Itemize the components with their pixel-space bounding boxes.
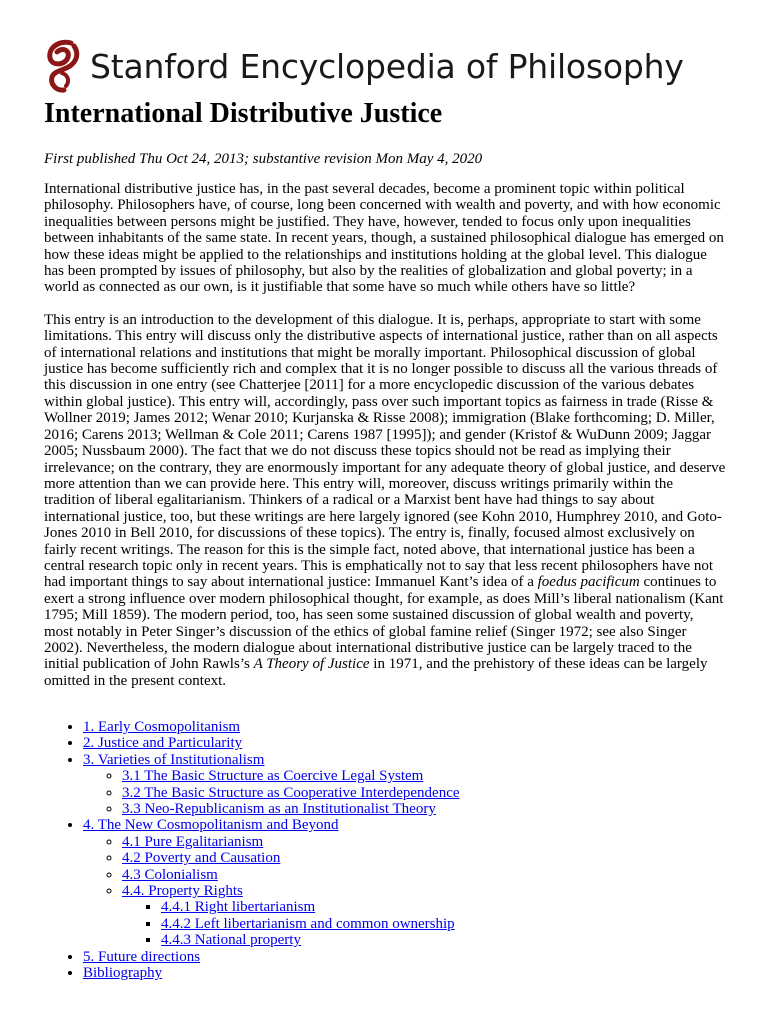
- paragraph-2-text-a: This entry is an introduction to the development of this dialogue. It is, perhaps, appropriate to start with some limitations. This entry will discuss only the distributive aspects of international justice, rather than on all aspects of international relations and institutions that might be morally important. Philosophical discussion of global justice has become sufficiently rich and complex that it is no longer possible to discuss all the various threads of this discussion in one entry (see Chatterjee [2011] for a more encyclopedic discussion of the various debates within global justice). This entry will, accordingly, pass over such important topics as fairness in trade (Risse & Wollner 2019; James 2012; Wenar 2010; Kurjanska & Risse 2008); immigration (Blake forthcoming; D. Miller, 2016; Carens 2013; Wellman & Cole 2011; Carens 1987 [1995]); and gender (Kristof & WuDunn 2009; Jaggar 2005; Nussbaum 2000). The fact that we do not discuss these topics should not be read as implying their irrelevance; on the contrary, they are enormously important for any adequate theory of global justice, and deserve more attention than we can provide here. This entry will, moreover, discuss writings primarily within the tradition of liberal egalitarianism. Thinkers of a radical or a Marxist bent have had things to say about international justice, too, but these writings are here largely ignored (see Kohn 2010, Humphrey 2010, and Goto-Jones 2010 in Bell 2010, for discussions of these topics). The entry is, finally, focused almost exclusively on fairly recent writings. The reason for this is the simple fact, noted above, that international justice has been a central research topic only in recent years. This is emphatically not to say that less recent philosophers have not had important things to say about international justice: Immanuel Kant’s idea of a: [44, 311, 726, 591]
- toc-link-coercive-legal-system[interactable]: 3.1 The Basic Structure as Coercive Legal System: [122, 768, 424, 785]
- toc-item: [122, 768, 726, 784]
- toc-item: [122, 834, 726, 850]
- paragraph-2: [44, 312, 726, 689]
- toc-link-justice-and-particularity[interactable]: 2. Justice and Particularity: [83, 735, 243, 752]
- article-preamble: [44, 181, 726, 705]
- toc-link-early-cosmopolitanism[interactable]: 1. Early Cosmopolitanism: [83, 719, 241, 735]
- toc-item: [83, 817, 726, 948]
- toc-item: [161, 932, 726, 948]
- publication-info: First published Thu Oct 24, 2013; substantive revision Mon May 4, 2020: [44, 151, 483, 167]
- toc-item: [122, 867, 726, 883]
- toc-link-new-cosmopolitanism[interactable]: 4. The New Cosmopolitanism and Beyond: [83, 817, 339, 834]
- toc-item: [83, 719, 726, 735]
- emphasis-foedus-pacificum: foedus pacificum: [537, 574, 640, 591]
- toc-item: [83, 752, 726, 818]
- site-title[interactable]: Stanford Encyclopedia of Philosophy: [90, 46, 684, 86]
- toc-link-cooperative-interdependence[interactable]: 3.2 The Basic Structure as Cooperative Interdependence: [122, 784, 460, 801]
- toc-link-colonialism[interactable]: 4.3 Colonialism: [122, 866, 218, 883]
- toc-link-bibliography[interactable]: Bibliography: [83, 965, 163, 982]
- toc-link-right-libertarianism[interactable]: 4.4.1 Right libertarianism: [161, 899, 316, 916]
- paragraph-1: International distributive justice has, in the past several decades, become a prominent topic within political philosophy. Philosophers have, of course, long been concerned with wealth and poverty, and with how economic inequalities between persons might be justified. They have, however, tended to focus only upon inequalities between inhabitants of the same state. In recent years, though, a sustained philosophical dialogue has emerged on how these ideas might be applied to the relationships and institutions holding at the global level. This dialogue has been prompted by issues of philosophy, but also by the realities of globalization and global poverty; in a world as connected as our own, is it justifiable that some have so much while others have so little?: [44, 181, 724, 296]
- toc-item: [83, 965, 726, 981]
- toc-link-varieties-of-institutionalism[interactable]: 3. Varieties of Institutionalism: [83, 751, 265, 768]
- toc-item: [161, 899, 726, 915]
- page-title: International Distributive Justice: [44, 98, 443, 129]
- toc-link-neo-republicanism[interactable]: 3.3 Neo-Republicanism as an Institutionalist Theory: [122, 801, 436, 818]
- toc-item: [122, 883, 726, 949]
- toc-item: [161, 916, 726, 932]
- toc-link-left-libertarianism[interactable]: 4.4.2 Left libertarianism and common ownership: [161, 915, 455, 932]
- toc-item: [122, 850, 726, 866]
- table-of-contents: [44, 719, 726, 982]
- toc-item: [122, 785, 726, 801]
- sep-logo-icon[interactable]: [40, 37, 84, 95]
- paragraph-2-text-b: continues to exert a strong influence over modern philosophical thought, for example, as does Mill’s liberal nationalism (Kant 1795; Mill 1859). The modern period, too, has seen some sustained discussion of global wealth and poverty, most notably in Peter Singer’s discussion of the ethics of global famine relief (Singer 1972; see also Singer 2002). Nevertheless, the modern dialogue about international distributive justice can be largely traced to the initial publication of John Rawls’s: [44, 574, 724, 673]
- emphasis-theory-of-justice: A Theory of Justice: [253, 656, 370, 673]
- toc-link-national-property[interactable]: 4.4.3 National property: [161, 932, 301, 949]
- toc-item: [122, 801, 726, 817]
- site-header: [40, 36, 684, 96]
- toc-item: [83, 735, 726, 751]
- paragraph-2-text-c: in 1971, and the prehistory of these ideas can be largely omitted in the present context.: [44, 656, 708, 689]
- toc-link-pure-egalitarianism[interactable]: 4.1 Pure Egalitarianism: [122, 833, 264, 850]
- toc-item: [83, 949, 726, 965]
- toc-link-poverty-and-causation[interactable]: 4.2 Poverty and Causation: [122, 850, 281, 867]
- toc-link-property-rights[interactable]: 4.4. Property Rights: [122, 883, 243, 900]
- toc-link-future-directions[interactable]: 5. Future directions: [83, 948, 201, 965]
